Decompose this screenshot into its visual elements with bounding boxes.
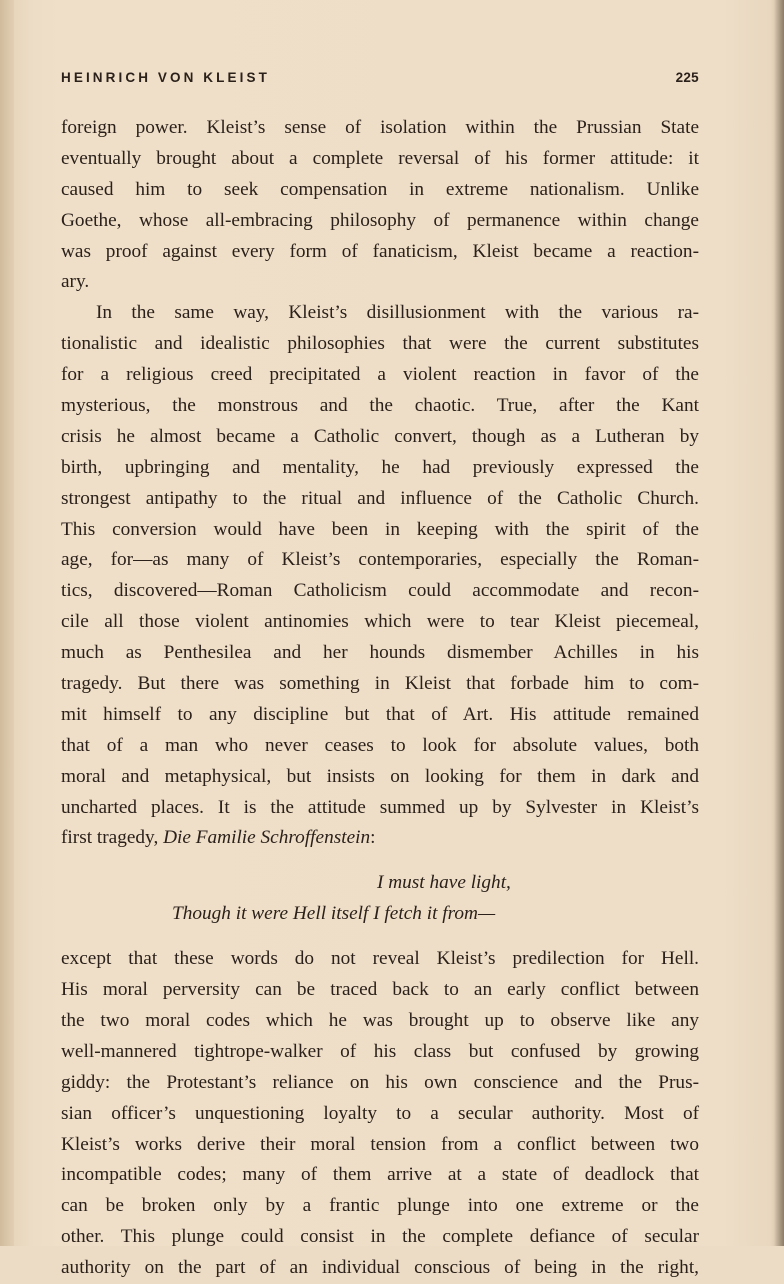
text-line: age, for—as many of Kleist’s contemporaries, especially the Roman- xyxy=(61,549,699,571)
text-fragment: : xyxy=(370,827,376,849)
text-line: mit himself to any discipline but that of Art. His attitude remained xyxy=(61,703,699,725)
text-line: eventually brought about a complete reversal of his former attitude: it xyxy=(61,147,699,169)
text-line: tionalistic and idealistic philosophies that were the current substitutes xyxy=(61,333,699,355)
text-line: strongest antipathy to the ritual and influence of the Catholic Church. xyxy=(61,487,699,509)
text-line: much as Penthesilea and her hounds dismember Achilles in his xyxy=(61,642,699,664)
text-line: moral and metaphysical, but insists on looking for them in dark and xyxy=(61,765,699,787)
text-line: was proof against every form of fanaticism, Kleist became a reaction- xyxy=(61,240,699,262)
text-line: His moral perversity can be traced back to an early conflict between xyxy=(61,979,699,1001)
text-line-with-title xyxy=(61,823,699,854)
text-line: other. This plunge could consist in the complete defiance of secular xyxy=(61,1226,699,1248)
text-line: can be broken only by a frantic plunge into one extreme or the xyxy=(61,1195,699,1217)
text-line: Goethe, whose all-embracing philosophy of permanence within change xyxy=(61,209,699,231)
text-line: giddy: the Protestant’s reliance on his own conscience and the Prus- xyxy=(61,1071,699,1093)
text-line: for a religious creed precipitated a violent reaction in favor of the xyxy=(61,364,699,386)
text-line: birth, upbringing and mentality, he had previously expressed the xyxy=(61,456,699,478)
text-line: tics, discovered—Roman Catholicism could accommodate and recon- xyxy=(61,580,699,602)
text-line: cile all those violent antinomies which were to tear Kleist piecemeal, xyxy=(61,611,699,633)
body-text xyxy=(61,113,699,1284)
running-head xyxy=(61,70,699,94)
text-line: ary. xyxy=(61,271,90,293)
play-title: Die Familie Schroffenstein xyxy=(163,827,371,849)
text-line: that of a man who never ceases to look for absolute values, both xyxy=(61,734,699,756)
text-line: except that these words do not reveal Kleist’s predilection for Hell. xyxy=(61,948,699,970)
text-line: foreign power. Kleist’s sense of isolation within the Prussian State xyxy=(61,117,699,138)
text-line: In the same way, Kleist’s disillusionment with the various ra- xyxy=(96,302,699,324)
quotation-line: Though it were Hell itself I fetch it from— xyxy=(172,903,496,925)
text-line: sian officer’s unquestioning loyalty to a secular authority. Most of xyxy=(61,1102,699,1124)
text-line: authority on the part of an individual conscious of being in the right, xyxy=(61,1257,699,1279)
quotation-line: I must have light, xyxy=(377,872,511,894)
text-line: Kleist’s works derive their moral tension from a conflict between two xyxy=(61,1133,699,1155)
page-edge-shadow xyxy=(774,0,784,1246)
text-line: caused him to seek compensation in extreme nationalism. Unlike xyxy=(61,178,699,200)
running-head-title: HEINRICH VON KLEIST xyxy=(61,70,270,85)
text-line: mysterious, the monstrous and the chaotic. True, after the Kant xyxy=(61,395,699,417)
page-number: 225 xyxy=(675,70,699,85)
text-fragment: first tragedy, xyxy=(61,827,164,849)
text-line: tragedy. But there was something in Kleist that forbade him to com- xyxy=(61,673,699,695)
page-gutter-shadow xyxy=(0,0,14,1246)
text-line: uncharted places. It is the attitude summed up by Sylvester in Kleist’s xyxy=(61,796,699,818)
text-line: This conversion would have been in keeping with the spirit of the xyxy=(61,518,699,540)
text-line: well-mannered tightrope-walker of his class but confused by growing xyxy=(61,1040,699,1062)
text-line: crisis he almost became a Catholic convert, though as a Lutheran by xyxy=(61,425,699,447)
text-line: the two moral codes which he was brought up to observe like any xyxy=(61,1009,699,1031)
text-line: incompatible codes; many of them arrive at a state of deadlock that xyxy=(61,1164,699,1186)
